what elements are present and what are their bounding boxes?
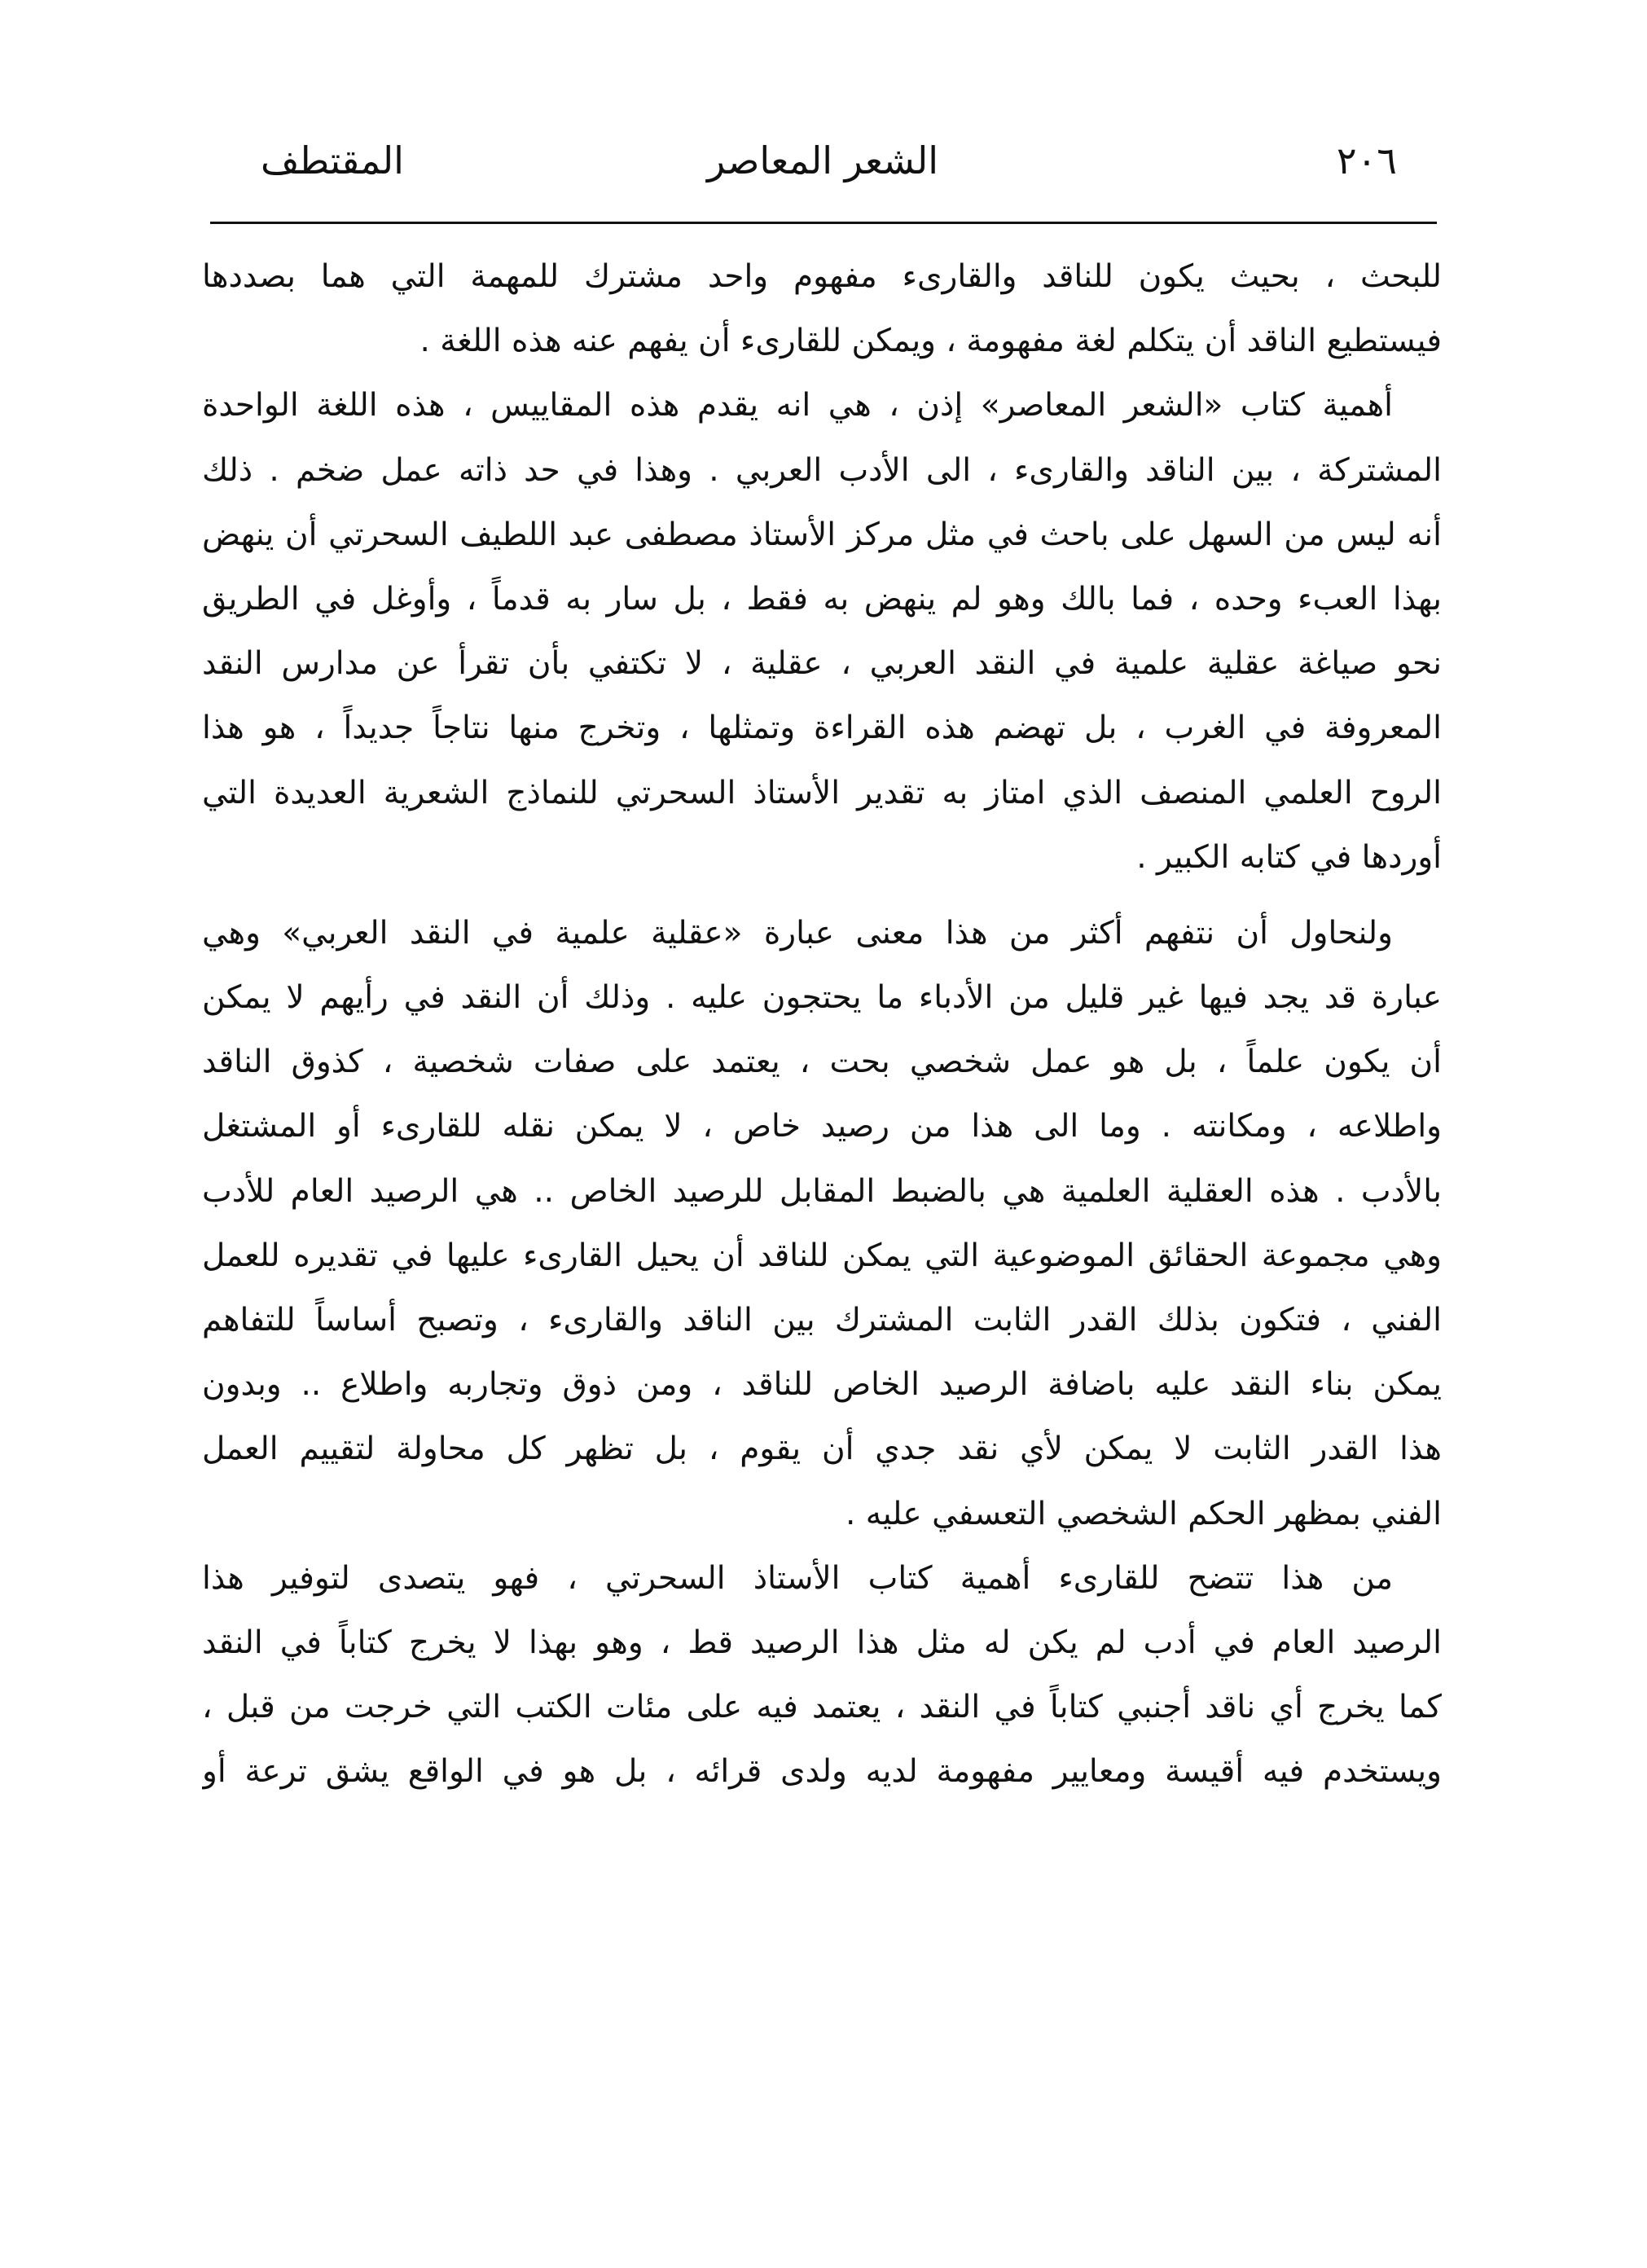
text-line: نحو صياغة عقلية علمية في النقد العربي ، عقلية ، لا تكتفي بأن تقرأ عن مدارس النقد xyxy=(202,645,1442,683)
text-line: للبحث ، بحيث يكون للناقد والقارىء مفهوم واحد مشترك للمهمة التي هما بصددها xyxy=(202,258,1442,295)
paragraph xyxy=(202,1546,1442,1804)
text-line: وهي مجموعة الحقائق الموضوعية التي يمكن للناقد أن يحيل القارىء عليها في تقديره للعمل xyxy=(202,1237,1442,1274)
text-line: المعروفة في الغرب ، بل تهضم هذه القراءة وتمثلها ، وتخرج منها نتاجاً جديداً ، هو هذا xyxy=(202,710,1442,747)
text-line: ولنحاول أن نتفهم أكثر من هذا معنى عبارة «عقلية علمية في النقد العربي» وهي xyxy=(202,914,1393,952)
text-line: ويستخدم فيه أقيسة ومعايير مفهومة لديه ولدى قرائه ، بل هو في الواقع يشق ترعة أو xyxy=(202,1753,1442,1791)
text-line: من هذا تتضح للقارىء أهمية كتاب الأستاذ السحرتي ، فهو يتصدى لتوفير هذا xyxy=(202,1559,1393,1597)
text-line: المشتركة ، بين الناقد والقارىء ، الى الأدب العربي . وهذا في حد ذاته عمل ضخم . ذلك xyxy=(202,451,1442,489)
paragraph xyxy=(202,244,1442,373)
text-line: الرصيد العام في أدب لم يكن له مثل هذا الرصيد قط ، وهو بهذا لا يخرج كتاباً في النقد xyxy=(202,1624,1442,1661)
paragraph xyxy=(202,373,1442,890)
text-line: أوردها في كتابه الكبير . xyxy=(1136,838,1442,876)
text-line: واطلاعه ، ومكانته . وما الى هذا من رصيد خاص ، لا يمكن نقله للقارىء أو المشتغل xyxy=(202,1108,1442,1145)
running-title: الشعر المعاصر xyxy=(706,138,939,182)
text-line: يمكن بناء النقد عليه باضافة الرصيد الخاص للناقد ، ومن ذوق وتجاربه واطلاع .. وبدون xyxy=(202,1366,1442,1404)
text-line: الفني ، فتكون بذلك القدر الثابت المشترك بين الناقد والقارىء ، وتصبح أساساً للتفاهم xyxy=(202,1302,1442,1338)
paragraph xyxy=(202,901,1442,1546)
page-number: ٢٠٦ xyxy=(1336,138,1397,182)
text-line: بالأدب . هذه العقلية العلمية هي بالضبط المقابل للرصيد الخاص .. هي الرصيد العام للأدب xyxy=(202,1172,1442,1210)
text-line: الروح العلمي المنصف الذي امتاز به تقدير الأستاذ السحرتي للنماذج الشعرية العديدة التي xyxy=(202,774,1442,811)
header-rule xyxy=(210,222,1437,224)
text-line: الفني بمظهر الحكم الشخصي التعسفي عليه . xyxy=(845,1495,1442,1532)
body-text xyxy=(202,244,1442,1804)
text-line: أنه ليس من السهل على باحث في مثل مركز الأستاذ مصطفى عبد اللطيف السحرتي أن ينهض xyxy=(202,516,1442,553)
text-line: كما يخرج أي ناقد أجنبي كتاباً في النقد ، يعتمد فيه على مئات الكتب التي خرجت من قبل ، xyxy=(202,1689,1442,1726)
journal-name: المقتطف xyxy=(261,138,404,182)
paragraph-gap xyxy=(202,890,1442,901)
text-line: أهمية كتاب «الشعر المعاصر» إذن ، هي انه يقدم هذه المقاييس ، هذه اللغة الواحدة xyxy=(202,387,1393,424)
text-line: فيستطيع الناقد أن يتكلم لغة مفهومة ، ويمكن للقارىء أن يفهم عنه هذه اللغة . xyxy=(419,323,1442,360)
text-line: بهذا العبء وحده ، فما بالك وهو لم ينهض به فقط ، بل سار به قدماً ، وأوغل في الطريق xyxy=(202,580,1442,618)
text-line: هذا القدر الثابت لا يمكن لأي نقد جدي أن يقوم ، بل تظهر كل محاولة لتقييم العمل xyxy=(202,1431,1442,1468)
text-line: أن يكون علماً ، بل هو عمل شخصي بحت ، يعتمد على صفات شخصية ، كذوق الناقد xyxy=(202,1044,1442,1081)
running-header xyxy=(204,138,1442,196)
text-line: عبارة قد يجد فيها غير قليل من الأدباء ما يحتجون عليه . وذلك أن النقد في رأيهم لا يمكن xyxy=(202,979,1442,1017)
